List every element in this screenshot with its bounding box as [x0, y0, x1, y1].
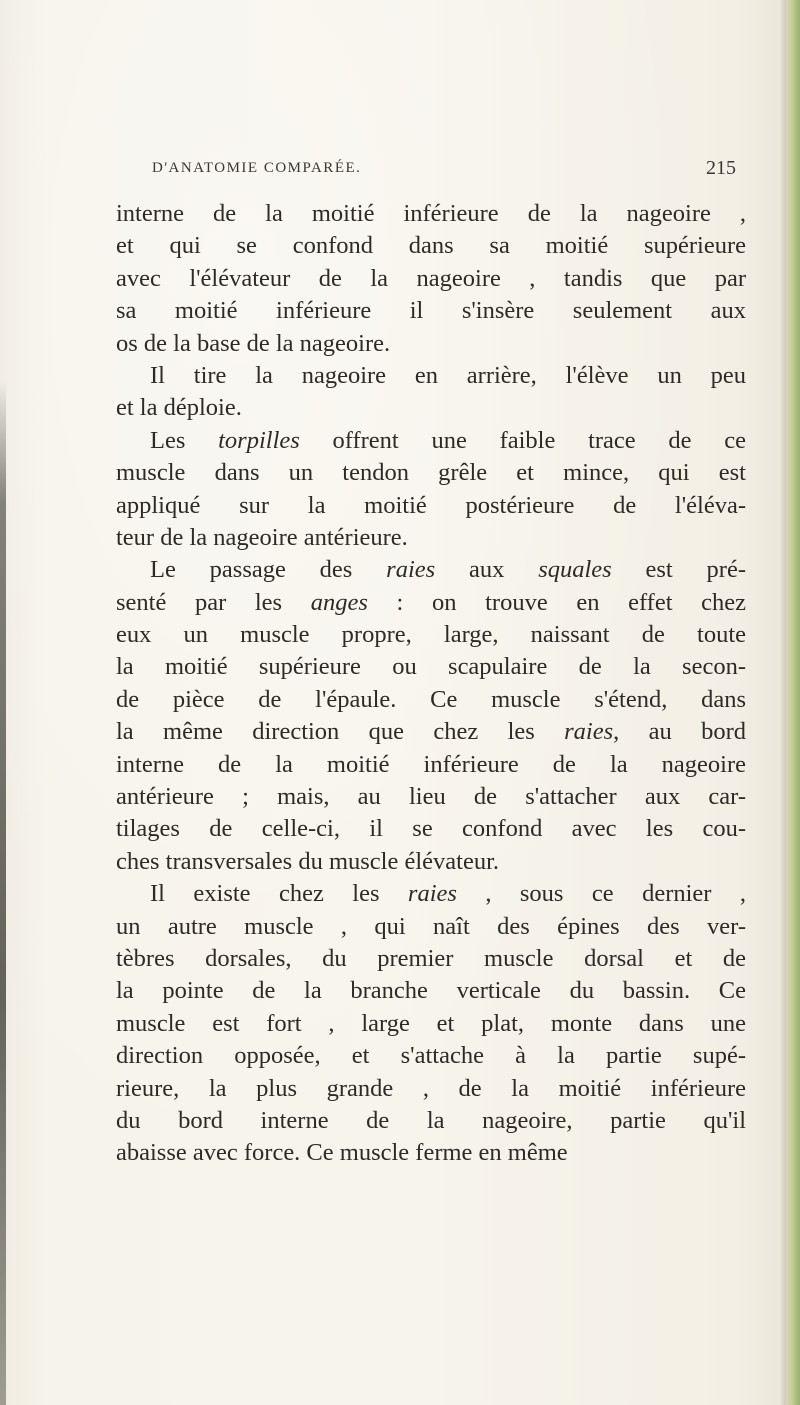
text-line: ches transversales du muscle élévateur.: [116, 847, 500, 875]
text-segment: Les: [150, 426, 219, 454]
page-header: [122, 157, 770, 192]
text-line: la pointe de la branche verticale du bassin. Ce: [116, 977, 746, 1005]
italic-term: squales: [538, 556, 612, 584]
paragraph: [116, 198, 746, 360]
text-line: [116, 587, 746, 619]
text-line: de pièce de l'épaule. Ce muscle s'étend, dans: [116, 685, 746, 713]
text-segment: offrent une faible trace de ce: [299, 426, 746, 454]
page-edge-strip: [786, 0, 800, 1405]
text-line: direction opposée, et s'attache à la partie supé-: [116, 1042, 746, 1070]
text-line: et qui se confond dans sa moitié supérieure: [116, 232, 746, 260]
paragraph: [116, 554, 746, 878]
text-line: tilages de celle-ci, il se confond avec les cou-: [116, 815, 746, 843]
text-segment: , sous ce dernier ,: [456, 880, 746, 908]
text-line: rieure, la plus grande , de la moitié inférieure: [116, 1074, 746, 1102]
italic-term: raies: [407, 880, 457, 908]
text-line: interne de la moitié inférieure de la nageoire ,: [116, 200, 746, 227]
text-line: os de la base de la nageoire.: [116, 329, 391, 357]
text-line: la moitié supérieure ou scapulaire de la secon-: [116, 653, 746, 681]
italic-term: anges: [310, 588, 368, 616]
italic-term: raies: [386, 556, 436, 584]
text-line: du bord interne de la nageoire, partie qu'il: [116, 1106, 746, 1134]
text-segment: Il existe chez les: [150, 880, 408, 908]
text-line: eux un muscle propre, large, naissant de toute: [116, 621, 746, 649]
italic-term: torpilles: [218, 426, 300, 454]
paragraph: [116, 425, 746, 555]
text-segment: Le passage des: [150, 556, 387, 584]
text-line: abaisse avec force. Ce muscle ferme en même: [116, 1139, 568, 1167]
text-segment: la même direction que chez les: [116, 718, 565, 746]
text-segment: : on trouve en effet chez: [367, 588, 747, 616]
text-line: [116, 878, 746, 910]
text-segment: est pré-: [611, 556, 746, 584]
text-segment: senté par les: [116, 588, 311, 616]
running-head: D'ANATOMIE COMPARÉE.: [152, 160, 362, 176]
text-segment: , au bord: [613, 718, 746, 746]
text-line: interne de la moitié inférieure de la nageoire: [116, 750, 746, 778]
text-line: avec l'élévateur de la nageoire , tandis que par: [116, 264, 746, 292]
text-segment: aux: [435, 556, 539, 584]
text-line: tèbres dorsales, du premier muscle dorsal et de: [116, 944, 746, 972]
italic-term: raies: [564, 718, 614, 746]
text-line: un autre muscle , qui naît des épines des ver-: [116, 912, 746, 940]
text-line: [116, 425, 746, 457]
body-text: [116, 198, 746, 1170]
paragraph: [116, 360, 746, 425]
text-line: et la déploie.: [116, 394, 242, 422]
text-line: muscle dans un tendon grêle et mince, qui est: [116, 459, 746, 487]
page-number: 215: [706, 157, 736, 179]
text-line: [116, 554, 746, 586]
paragraph: [116, 878, 746, 1170]
text-line: Il tire la nageoire en arrière, l'élève un peu: [150, 361, 746, 389]
text-line: antérieure ; mais, au lieu de s'attacher aux car-: [116, 783, 746, 811]
text-line: teur de la nageoire antérieure.: [116, 523, 408, 551]
text-line: muscle est fort , large et plat, monte dans une: [116, 1009, 746, 1037]
text-line: sa moitié inférieure il s'insère seulement aux: [116, 297, 746, 325]
binding-gutter-shadow: [0, 380, 6, 1405]
text-line: appliqué sur la moitié postérieure de l'éléva-: [116, 491, 746, 519]
text-line: [116, 716, 746, 748]
